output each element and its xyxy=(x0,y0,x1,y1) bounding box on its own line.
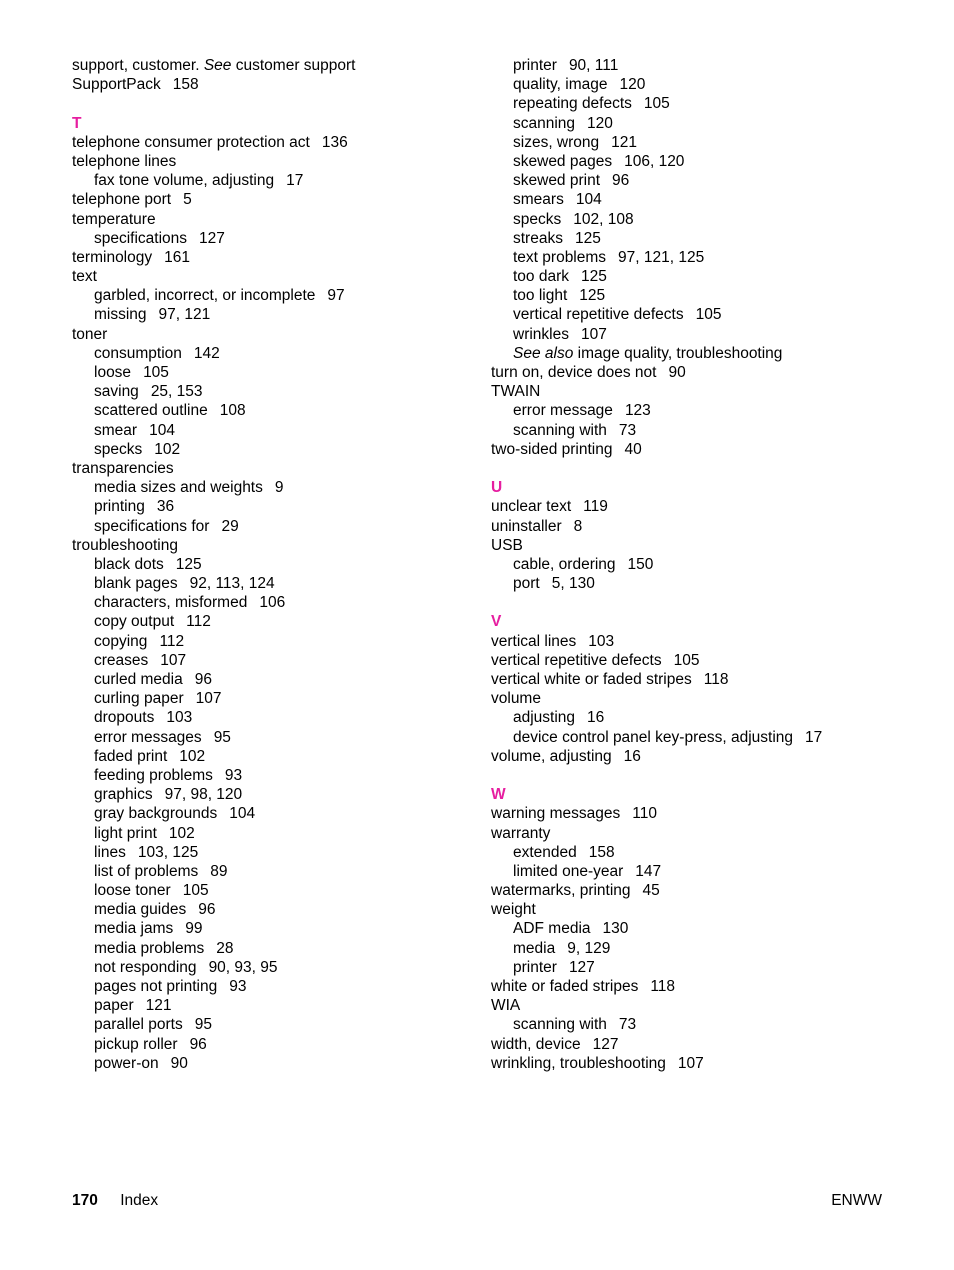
index-entry xyxy=(491,536,911,555)
index-entry xyxy=(491,497,911,516)
page-reference: 93 xyxy=(229,978,247,995)
entry-term: sizes, wrong xyxy=(513,133,600,151)
entry-term: repeating defects xyxy=(513,95,632,113)
index-subentry xyxy=(72,305,472,324)
page-reference: 73 xyxy=(618,1016,637,1034)
index-subentry xyxy=(491,1015,911,1034)
index-subentry xyxy=(72,440,472,459)
page-reference: 28 xyxy=(216,939,234,957)
entry-term: extended xyxy=(513,843,577,861)
index-subentry xyxy=(491,56,911,75)
page-reference: 110 xyxy=(632,805,657,823)
entry-term: TWAIN xyxy=(491,383,541,401)
page-reference: 102 xyxy=(154,440,181,458)
see-target: image quality, troubleshooting xyxy=(577,344,783,362)
index-subentry xyxy=(491,114,911,133)
see-reference: See xyxy=(203,57,232,74)
entry-term: saving xyxy=(94,383,139,401)
index-subentry xyxy=(72,881,472,900)
page-reference: 106 xyxy=(259,594,286,612)
page-reference: 73 xyxy=(618,421,637,439)
index-subentry xyxy=(72,670,472,689)
entry-term: volume xyxy=(491,690,541,708)
index-subentry xyxy=(72,612,472,631)
index-subentry xyxy=(491,555,911,574)
index-subentry xyxy=(72,689,472,708)
entry-term: telephone consumer protection act xyxy=(72,133,310,151)
entry-term: printer xyxy=(513,958,557,976)
page-reference: 142 xyxy=(193,344,220,362)
page-reference: 147 xyxy=(635,862,662,880)
page-reference: 95 xyxy=(194,1016,212,1034)
index-subentry xyxy=(72,229,472,248)
index-entry xyxy=(72,459,472,478)
page-reference: 127 xyxy=(592,1035,619,1053)
page-reference: 92, 113, 124 xyxy=(189,575,275,593)
entry-term: error messages xyxy=(94,728,202,746)
page-number: 170 xyxy=(72,1192,98,1209)
index-column-left xyxy=(72,56,472,1073)
page-reference: 96 xyxy=(194,671,212,688)
entry-term: smears xyxy=(513,191,564,209)
index-subentry xyxy=(72,632,472,651)
entry-term: watermarks, printing xyxy=(491,882,631,900)
page-reference: 17 xyxy=(805,728,823,746)
index-subentry xyxy=(491,862,911,881)
index-subentry xyxy=(72,497,472,516)
page-reference: 99 xyxy=(185,920,203,938)
entry-term: warranty xyxy=(491,824,551,842)
entry-term: specks xyxy=(513,210,562,228)
page-reference: 102 xyxy=(179,747,206,765)
entry-term: wrinkles xyxy=(513,325,569,343)
index-subentry xyxy=(491,344,911,363)
page-reference: 97, 98, 120 xyxy=(164,786,243,804)
entry-term: scanning xyxy=(513,114,576,132)
entry-term: scanning with xyxy=(513,421,607,439)
entry-term: curling paper xyxy=(94,690,184,708)
index-entry xyxy=(491,804,911,823)
page-reference: 158 xyxy=(172,76,199,94)
index-entry xyxy=(72,210,472,229)
entry-term: white or faded stripes xyxy=(491,978,639,995)
page-reference: 119 xyxy=(583,498,608,516)
entry-term: fax tone volume, adjusting xyxy=(94,172,275,190)
page-reference: 104 xyxy=(229,805,256,823)
entry-term: curled media xyxy=(94,671,183,688)
page-reference: 112 xyxy=(186,613,211,631)
page-reference: 123 xyxy=(624,402,651,420)
entry-term: light print xyxy=(94,824,157,842)
index-subentry xyxy=(72,401,472,420)
page-reference: 118 xyxy=(650,978,676,995)
index-subentry xyxy=(491,286,911,305)
index-entry xyxy=(491,382,911,401)
entry-term: loose xyxy=(94,364,132,381)
index-subentry xyxy=(72,747,472,766)
index-entry xyxy=(72,56,472,75)
index-subentry xyxy=(72,421,472,440)
page-reference: 125 xyxy=(581,268,607,286)
entry-term: graphics xyxy=(94,786,153,804)
index-subentry xyxy=(72,766,472,785)
page-reference: 9 xyxy=(274,479,284,497)
entry-term: quality, image xyxy=(513,76,608,94)
index-subentry xyxy=(72,1015,472,1034)
entry-term: list of problems xyxy=(94,862,199,880)
entry-term: media guides xyxy=(94,901,187,919)
entry-term: loose toner xyxy=(94,882,171,900)
entry-term: warning messages xyxy=(491,805,621,823)
index-entry xyxy=(491,689,911,708)
page-reference: 125 xyxy=(579,287,606,305)
page-reference: 105 xyxy=(673,651,700,669)
index-subentry xyxy=(491,401,911,420)
entry-term: toner xyxy=(72,325,108,343)
index-entry xyxy=(72,152,472,171)
entry-term: scattered outline xyxy=(94,402,208,420)
entry-term: uninstaller xyxy=(491,517,562,535)
index-entry xyxy=(491,1035,911,1054)
index-subentry xyxy=(72,344,472,363)
index-subentry xyxy=(491,843,911,862)
page-reference: 97, 121 xyxy=(158,306,211,324)
entry-term: turn on, device does not xyxy=(491,364,657,381)
index-letter-heading: U xyxy=(491,479,503,497)
entry-term: weight xyxy=(491,901,536,919)
page-reference: 45 xyxy=(642,882,660,900)
index-subentry xyxy=(491,939,911,958)
page-reference: 5, 130 xyxy=(551,575,595,593)
page-reference: 16 xyxy=(587,709,605,727)
index-entry xyxy=(491,632,911,651)
entry-term: volume, adjusting xyxy=(491,747,612,765)
index-subentry xyxy=(72,728,472,747)
entry-term: printing xyxy=(94,498,145,516)
index-subentry xyxy=(72,517,472,536)
entry-term: creases xyxy=(94,651,149,669)
entry-term: error message xyxy=(513,402,613,420)
page-reference: 108 xyxy=(219,402,246,420)
index-entry xyxy=(491,747,911,766)
entry-term: vertical repetitive defects xyxy=(491,651,662,669)
page-footer xyxy=(72,1191,882,1211)
page-reference: 136 xyxy=(321,133,348,151)
entry-term: pages not printing xyxy=(94,978,218,995)
entry-term: streaks xyxy=(513,229,563,247)
index-subentry xyxy=(72,1054,472,1073)
page-reference: 8 xyxy=(573,517,583,535)
page-reference: 127 xyxy=(199,229,225,247)
entry-term: specifications for xyxy=(94,517,210,535)
page-reference: 97 xyxy=(327,287,345,305)
entry-term: black dots xyxy=(94,555,164,573)
page-reference: 96 xyxy=(189,1035,207,1053)
entry-term: printer xyxy=(513,57,557,74)
entry-term: vertical white or faded stripes xyxy=(491,671,692,688)
page-reference: 90 xyxy=(170,1054,188,1072)
page-reference: 16 xyxy=(623,747,641,765)
index-subentry xyxy=(491,94,911,113)
page-reference: 107 xyxy=(677,1054,704,1072)
entry-term: telephone lines xyxy=(72,152,177,170)
entry-term: gray backgrounds xyxy=(94,805,218,823)
entry-term: power-on xyxy=(94,1054,159,1072)
page-reference: 121 xyxy=(145,997,172,1015)
index-subentry xyxy=(72,900,472,919)
section-gap xyxy=(72,94,472,113)
index-letter-heading: V xyxy=(491,613,502,631)
entry-term: media problems xyxy=(94,939,205,957)
index-subentry xyxy=(491,267,911,286)
index-subentry xyxy=(491,75,911,94)
index-subentry xyxy=(72,286,472,305)
page-reference: 40 xyxy=(624,440,642,458)
entry-term: specks xyxy=(94,440,143,458)
index-entry xyxy=(491,651,911,670)
index-entry xyxy=(72,190,472,209)
page-reference: 105 xyxy=(143,364,169,381)
entry-term: wrinkling, troubleshooting xyxy=(491,1054,666,1072)
page-reference: 161 xyxy=(164,248,190,266)
entry-term: not responding xyxy=(94,958,197,976)
index-entry xyxy=(491,670,911,689)
entry-term: smear xyxy=(94,421,138,439)
page-reference: 105 xyxy=(695,306,722,324)
index-entry xyxy=(72,536,472,555)
page-reference: 130 xyxy=(602,920,629,938)
index-subentry xyxy=(491,325,911,344)
entry-term: two-sided printing xyxy=(491,440,613,458)
entry-term: troubleshooting xyxy=(72,536,178,554)
page-reference: 95 xyxy=(213,728,231,746)
entry-term: width, device xyxy=(491,1035,581,1053)
page-reference: 158 xyxy=(588,843,615,861)
page-reference: 118 xyxy=(703,671,729,688)
index-entry xyxy=(491,977,911,996)
index-subentry xyxy=(72,977,472,996)
index-entry xyxy=(491,517,911,536)
page-reference: 89 xyxy=(210,862,228,880)
index-entry xyxy=(491,881,911,900)
index-subentry xyxy=(72,478,472,497)
page-reference: 125 xyxy=(175,555,202,573)
index-subentry xyxy=(491,229,911,248)
entry-term: lines xyxy=(94,843,126,861)
entry-term: dropouts xyxy=(94,709,155,727)
index-entry xyxy=(491,900,911,919)
entry-term: paper xyxy=(94,997,134,1015)
page-reference: 150 xyxy=(627,555,654,573)
page-reference: 17 xyxy=(286,172,304,190)
page-reference: 120 xyxy=(587,114,613,132)
entry-term: pickup roller xyxy=(94,1035,178,1053)
page-reference: 127 xyxy=(568,958,595,976)
entry-term: specifications xyxy=(94,229,188,247)
entry-term: USB xyxy=(491,536,523,554)
index-entry xyxy=(72,325,472,344)
index-letter-heading: T xyxy=(72,114,82,132)
page-reference: 105 xyxy=(643,95,670,113)
entry-term: vertical repetitive defects xyxy=(513,306,684,324)
index-subentry xyxy=(72,651,472,670)
page-reference: 96 xyxy=(198,901,216,919)
index-subentry xyxy=(72,824,472,843)
entry-term: skewed pages xyxy=(513,152,613,170)
page-reference: 102 xyxy=(168,824,195,842)
index-subentry xyxy=(72,363,472,382)
entry-term: port xyxy=(513,575,540,593)
index-subentry xyxy=(491,152,911,171)
index-subentry xyxy=(72,958,472,977)
index-subentry xyxy=(72,996,472,1015)
entry-term: limited one-year xyxy=(513,862,624,880)
entry-term: missing xyxy=(94,306,147,324)
page-reference: 112 xyxy=(159,632,185,650)
page-reference: 102, 108 xyxy=(573,210,634,228)
entry-term: scanning with xyxy=(513,1016,607,1034)
entry-term: WIA xyxy=(491,997,521,1015)
page-reference: 103 xyxy=(588,632,615,650)
entry-term: skewed print xyxy=(513,172,601,190)
index-entry xyxy=(491,363,911,382)
page-reference: 125 xyxy=(574,229,601,247)
entry-term: transparencies xyxy=(72,459,174,477)
section-gap xyxy=(491,766,911,785)
index-subentry xyxy=(491,190,911,209)
page-reference: 120 xyxy=(619,76,646,94)
entry-term: blank pages xyxy=(94,575,178,593)
entry-term: telephone port xyxy=(72,191,172,209)
index-subentry xyxy=(491,305,911,324)
page-reference: 106, 120 xyxy=(624,152,685,170)
index-subentry xyxy=(491,919,911,938)
entry-term: temperature xyxy=(72,210,156,228)
entry-term: terminology xyxy=(72,248,153,266)
page-reference: 36 xyxy=(156,498,175,516)
index-entry xyxy=(72,267,472,286)
page-reference: 103 xyxy=(166,709,193,727)
entry-term: copy output xyxy=(94,613,175,631)
index-entry xyxy=(491,996,911,1015)
page-reference: 29 xyxy=(221,517,239,535)
index-entry xyxy=(491,440,911,459)
index-subentry xyxy=(72,593,472,612)
entry-term: SupportPack xyxy=(72,76,161,94)
index-subentry xyxy=(72,555,472,574)
page-reference: 107 xyxy=(580,325,607,343)
index-letter-heading: W xyxy=(491,786,506,804)
index-entry xyxy=(72,75,472,94)
index-subentry xyxy=(72,1035,472,1054)
index-entry xyxy=(72,133,472,152)
entry-term: parallel ports xyxy=(94,1016,183,1034)
index-subentry xyxy=(72,785,472,804)
index-subentry xyxy=(72,708,472,727)
page-reference: 90, 93, 95 xyxy=(208,958,278,976)
entry-term: device control panel key-press, adjusting xyxy=(513,728,794,746)
entry-term: media sizes and weights xyxy=(94,479,263,497)
entry-term: too dark xyxy=(513,268,570,286)
section-title: Index xyxy=(120,1192,159,1209)
index-column-right xyxy=(491,56,911,1073)
index-subentry xyxy=(72,574,472,593)
page-reference: 9, 129 xyxy=(567,939,611,957)
entry-term: consumption xyxy=(94,344,182,362)
page-reference: 97, 121, 125 xyxy=(618,248,705,266)
index-entry xyxy=(491,1054,911,1073)
entry-term: text problems xyxy=(513,248,607,266)
see-target: customer support xyxy=(235,57,356,74)
index-subentry xyxy=(72,171,472,190)
page-reference: 93 xyxy=(224,766,243,784)
page-reference: 90, 111 xyxy=(568,57,619,74)
index-entry xyxy=(72,248,472,267)
page-reference: 104 xyxy=(575,191,602,209)
entry-term: media jams xyxy=(94,920,174,938)
page-reference: 5 xyxy=(183,191,192,209)
entry-term: feeding problems xyxy=(94,766,213,784)
page-reference: 90 xyxy=(668,364,686,381)
index-subentry xyxy=(72,862,472,881)
index-subentry xyxy=(491,958,911,977)
entry-term: ADF media xyxy=(513,920,591,938)
brand-label: ENWW xyxy=(831,1192,882,1209)
index-subentry xyxy=(491,708,911,727)
index-subentry xyxy=(491,728,911,747)
entry-term: characters, misformed xyxy=(94,594,248,612)
index-subentry xyxy=(491,421,911,440)
section-gap xyxy=(491,459,911,478)
page-reference: 107 xyxy=(195,690,222,708)
page-reference: 104 xyxy=(149,421,175,439)
entry-term: media xyxy=(513,939,556,957)
see-reference: See also xyxy=(513,344,574,362)
entry-term: text xyxy=(72,268,97,286)
index-entry xyxy=(491,824,911,843)
page-reference: 25, 153 xyxy=(150,383,203,401)
index-subentry xyxy=(72,919,472,938)
entry-term: garbled, incorrect, or incomplete xyxy=(94,287,316,305)
index-subentry xyxy=(491,133,911,152)
index-subentry xyxy=(491,248,911,267)
page-reference: 105 xyxy=(182,882,209,900)
index-subentry xyxy=(72,804,472,823)
page-reference: 107 xyxy=(160,651,187,669)
entry-term: faded print xyxy=(94,747,168,765)
section-gap xyxy=(491,593,911,612)
entry-term: vertical lines xyxy=(491,632,577,650)
index-subentry xyxy=(72,939,472,958)
entry-term: adjusting xyxy=(513,709,576,727)
entry-term: too light xyxy=(513,287,568,305)
index-subentry xyxy=(491,210,911,229)
index-subentry xyxy=(72,382,472,401)
entry-term: unclear text xyxy=(491,498,572,516)
index-subentry xyxy=(491,171,911,190)
page-reference: 121 xyxy=(611,133,638,151)
entry-term: cable, ordering xyxy=(513,555,616,573)
index-subentry xyxy=(491,574,911,593)
page-reference: 103, 125 xyxy=(137,843,199,861)
entry-term: copying xyxy=(94,632,148,650)
index-subentry xyxy=(72,843,472,862)
page-reference: 96 xyxy=(612,172,630,190)
entry-term: support, customer. xyxy=(72,57,200,74)
